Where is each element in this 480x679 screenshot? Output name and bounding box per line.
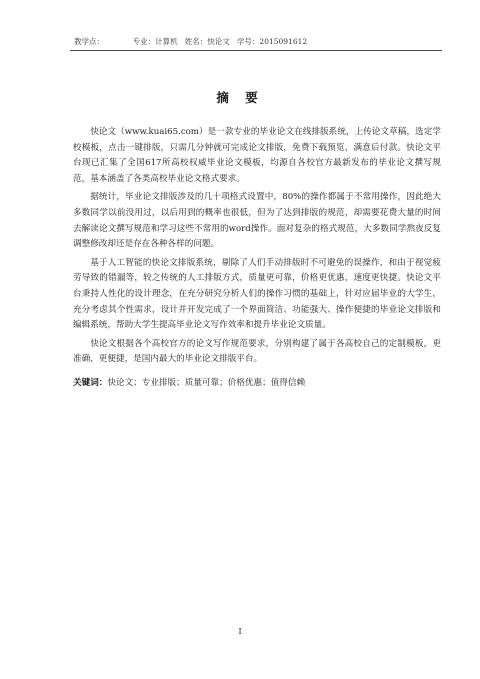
abstract-body bbox=[73, 125, 441, 391]
abstract-paragraph-3: 基于人工智能的快论文排版系统，剔除了人们手动排版时不可避免的误操作，和由于视觉疲劳导致的错漏等，较之传统的人工排版方式，质量更可靠，价格更优惠，速度更快捷。快论文平台秉持人性化的设计理念，在充分研究分析人们的操作习惯的基础上，针对应届毕业的大学生，充分考虑其个性需求，设计并开发完成了一个界面简洁、功能强大、操作便捷的毕业论文排版和编辑系统，帮助大学生提高毕业论文写作效率和提升毕业论文质量。 bbox=[73, 257, 441, 331]
header-divider bbox=[70, 50, 442, 51]
keywords-label: 关键词： bbox=[73, 377, 108, 388]
page-header bbox=[74, 37, 440, 47]
abstract-paragraph-4: 快论文根据各个高校官方的论文写作规范要求，分别构建了属于各高校自己的定制模板，更准确，更便捷，是国内最大的毕业论文排版平台。 bbox=[73, 338, 441, 365]
keywords-line bbox=[73, 376, 441, 391]
header-student-id: 学号：2015091612 bbox=[236, 37, 308, 46]
abstract-paragraph-2: 据统计，毕业论文排版涉及的几十项格式设置中，80%的操作都属于不常用操作，因此绝大多数同学以前没用过，以后用到的概率也很低，但为了达到排版的规范，却需要花费大量的时间去解读论文撰写规范和学习这些不常用的word操作。面对复杂的格式规范，大多数同学熬夜反复调整修改却还是存在各种各样的问题。 bbox=[73, 192, 441, 250]
page-title: 摘 要 bbox=[216, 90, 264, 105]
header-major: 专业：计算机 bbox=[132, 37, 178, 46]
keywords-text: 快论文；专业排版；质量可靠；价格优惠；值得信赖 bbox=[107, 377, 306, 388]
header-name: 姓名：快论文 bbox=[184, 37, 230, 46]
page-number: I bbox=[238, 627, 242, 637]
abstract-paragraph-1: 快论文（www.kuai65.com）是一款专业的毕业论文在线排版系统，上传论文草稿，选定学校模板，点击一键排版，只需几分钟就可完成论文排版，免费下载预览，满意后付款。快论文平台现已汇集了全国617所高校权威毕业论文模板，均源自各校官方最新发布的毕业论文撰写规范，基本涵盖了各类高校毕业论文格式要求。 bbox=[73, 127, 441, 184]
header-department: 教学点： bbox=[74, 37, 104, 46]
